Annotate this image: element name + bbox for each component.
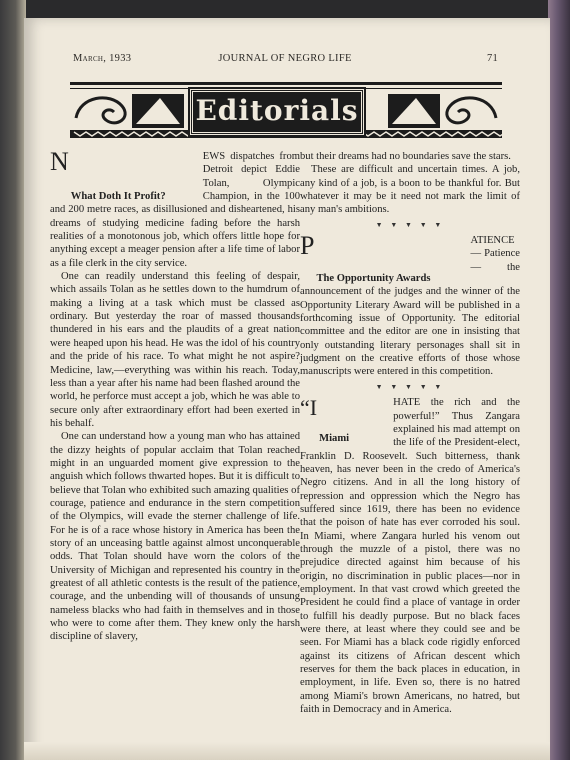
side-heading-what-doth-it-profit: What Doth It Profit?: [70, 191, 166, 202]
editorial-opportunity-awards: P The Opportunity Awards ATIENCE — Patience — the announcement of the judges and the winner of the Opportunity Literary Award will be published in a forthcoming issue of Opportunity. The editorial committee and the editor are one in insisting that only outstanding literary personages shall sit in judgment on the creative efforts of those whose manuscripts were entered in this competition.: [300, 231, 520, 378]
section-divider: ▼ ▼ ▼ ▼ ▼: [375, 220, 445, 229]
header-page-number: 71: [487, 53, 499, 64]
drop-cap: N: [50, 147, 69, 176]
editorial-tolan-end: but their dreams had no boundaries save the stars.: [300, 151, 511, 162]
side-heading-opportunity-awards: The Opportunity Awards: [316, 273, 431, 285]
header-journal-title: JOURNAL OF NEGRO LIFE: [218, 53, 352, 64]
drop-cap: P: [300, 231, 315, 261]
left-column: [50, 147, 300, 644]
drop-cap: “I: [300, 395, 318, 421]
book-binding: [0, 0, 26, 760]
page-bottom-shadow: [24, 742, 550, 760]
editorial-tolan-p2: One can readily understand this feeling of despair, which assails Tolan as he settles down to the humdrum of making a living at a task which must be classed as ordinary. But yesterday the roar of massed thousands thundered in his ears and the plaudits of a great nation were heaped upon his head. He was the idol of his country and the pride of his race. To what might he not aspire? Medicine, law,—everything was within his reach. Today, less than a year after his name had been flashed around the world, he perforce must accept a job, which he was able to secure only after extraordinary effort had been exerted in his behalf.: [50, 271, 300, 429]
editorial-miami: “I Miami HATE the rich and the powerful!” Thus Zangara explained his mad attempt on the life of the President-elect, Franklin D. Roosevelt. Such bitterness, thank heaven, has never been in the credo of America's Negro citizens. And in all the long history of repression and oppression which the Negro has suffered since 1619, there has been no evidence that the poison of hate has ever corroded his soul. In Miami, where Zangara hurled his venom out through the muzzle of a pistol, there was no prejudice directed against him because of his origin, no discrimination in public places—nor in employment. In that vast crowd which greeted the President he could find a place of vantage in order to fulfill his deadly purpose. But no black faces were there, at least where they could see and be seen. For Miami has a black code rigidly enforced against its citizens of African descent which reserves for them the back places in education, in employment, in life. Even so, there is no hatred among Miami's brown Americans, no hatred, but faith in Democracy and in America.: [300, 395, 520, 716]
header-date: March, 1933: [73, 53, 132, 64]
side-heading-miami: Miami: [319, 433, 350, 445]
editorials-title: Editorials: [190, 89, 364, 135]
right-column: [300, 150, 520, 716]
book-edge: [548, 0, 570, 760]
section-divider-2: ▼ ▼ ▼ ▼ ▼: [375, 382, 445, 391]
editorial-tolan-closing: These are difficult and uncertain times. A job, any kind of a job, is a boon to be thankful for. But whatever it may be it need not mark the limit of any man's ambitions.: [300, 164, 520, 216]
editorial-tolan-p3: One can understand how a young man who has attained the dizzy heights of popular acclaim that Tolan reached might in an unguarded moment give expression to the anguish which follows thwarted hopes. But it is difficult to believe that Tolan who exhibited such amazing qualities of courage, patience and endurance in the stern competition of the Olympics, will evade the sterner challenge of life. For he is of a race whose history in America has been the story of an unceasing battle against almost unconquerable odds. That Tolan should have worn the colors of the University of Michigan and represented his country in the greatest of all athletic contests is the result of the patience, courage, and the unbending will of thousands of unsung nameless blacks who had faith in themselves and in those who were to come after them. They knew only the harsh discipline of slavery,: [50, 431, 300, 643]
editorial-tolan-intro: N What Doth It Profit? EWS dispatches from Detroit depict Eddie Tolan, Olympic Champion, in the 100 and 200 metre races, as disillusioned and disheartened, his dreams of studying medicine fading before the harsh realities of a monotonous job, which offers little hope for anything except a meager pension after a life time of labor as a file clerk in the city service.: [50, 147, 300, 269]
